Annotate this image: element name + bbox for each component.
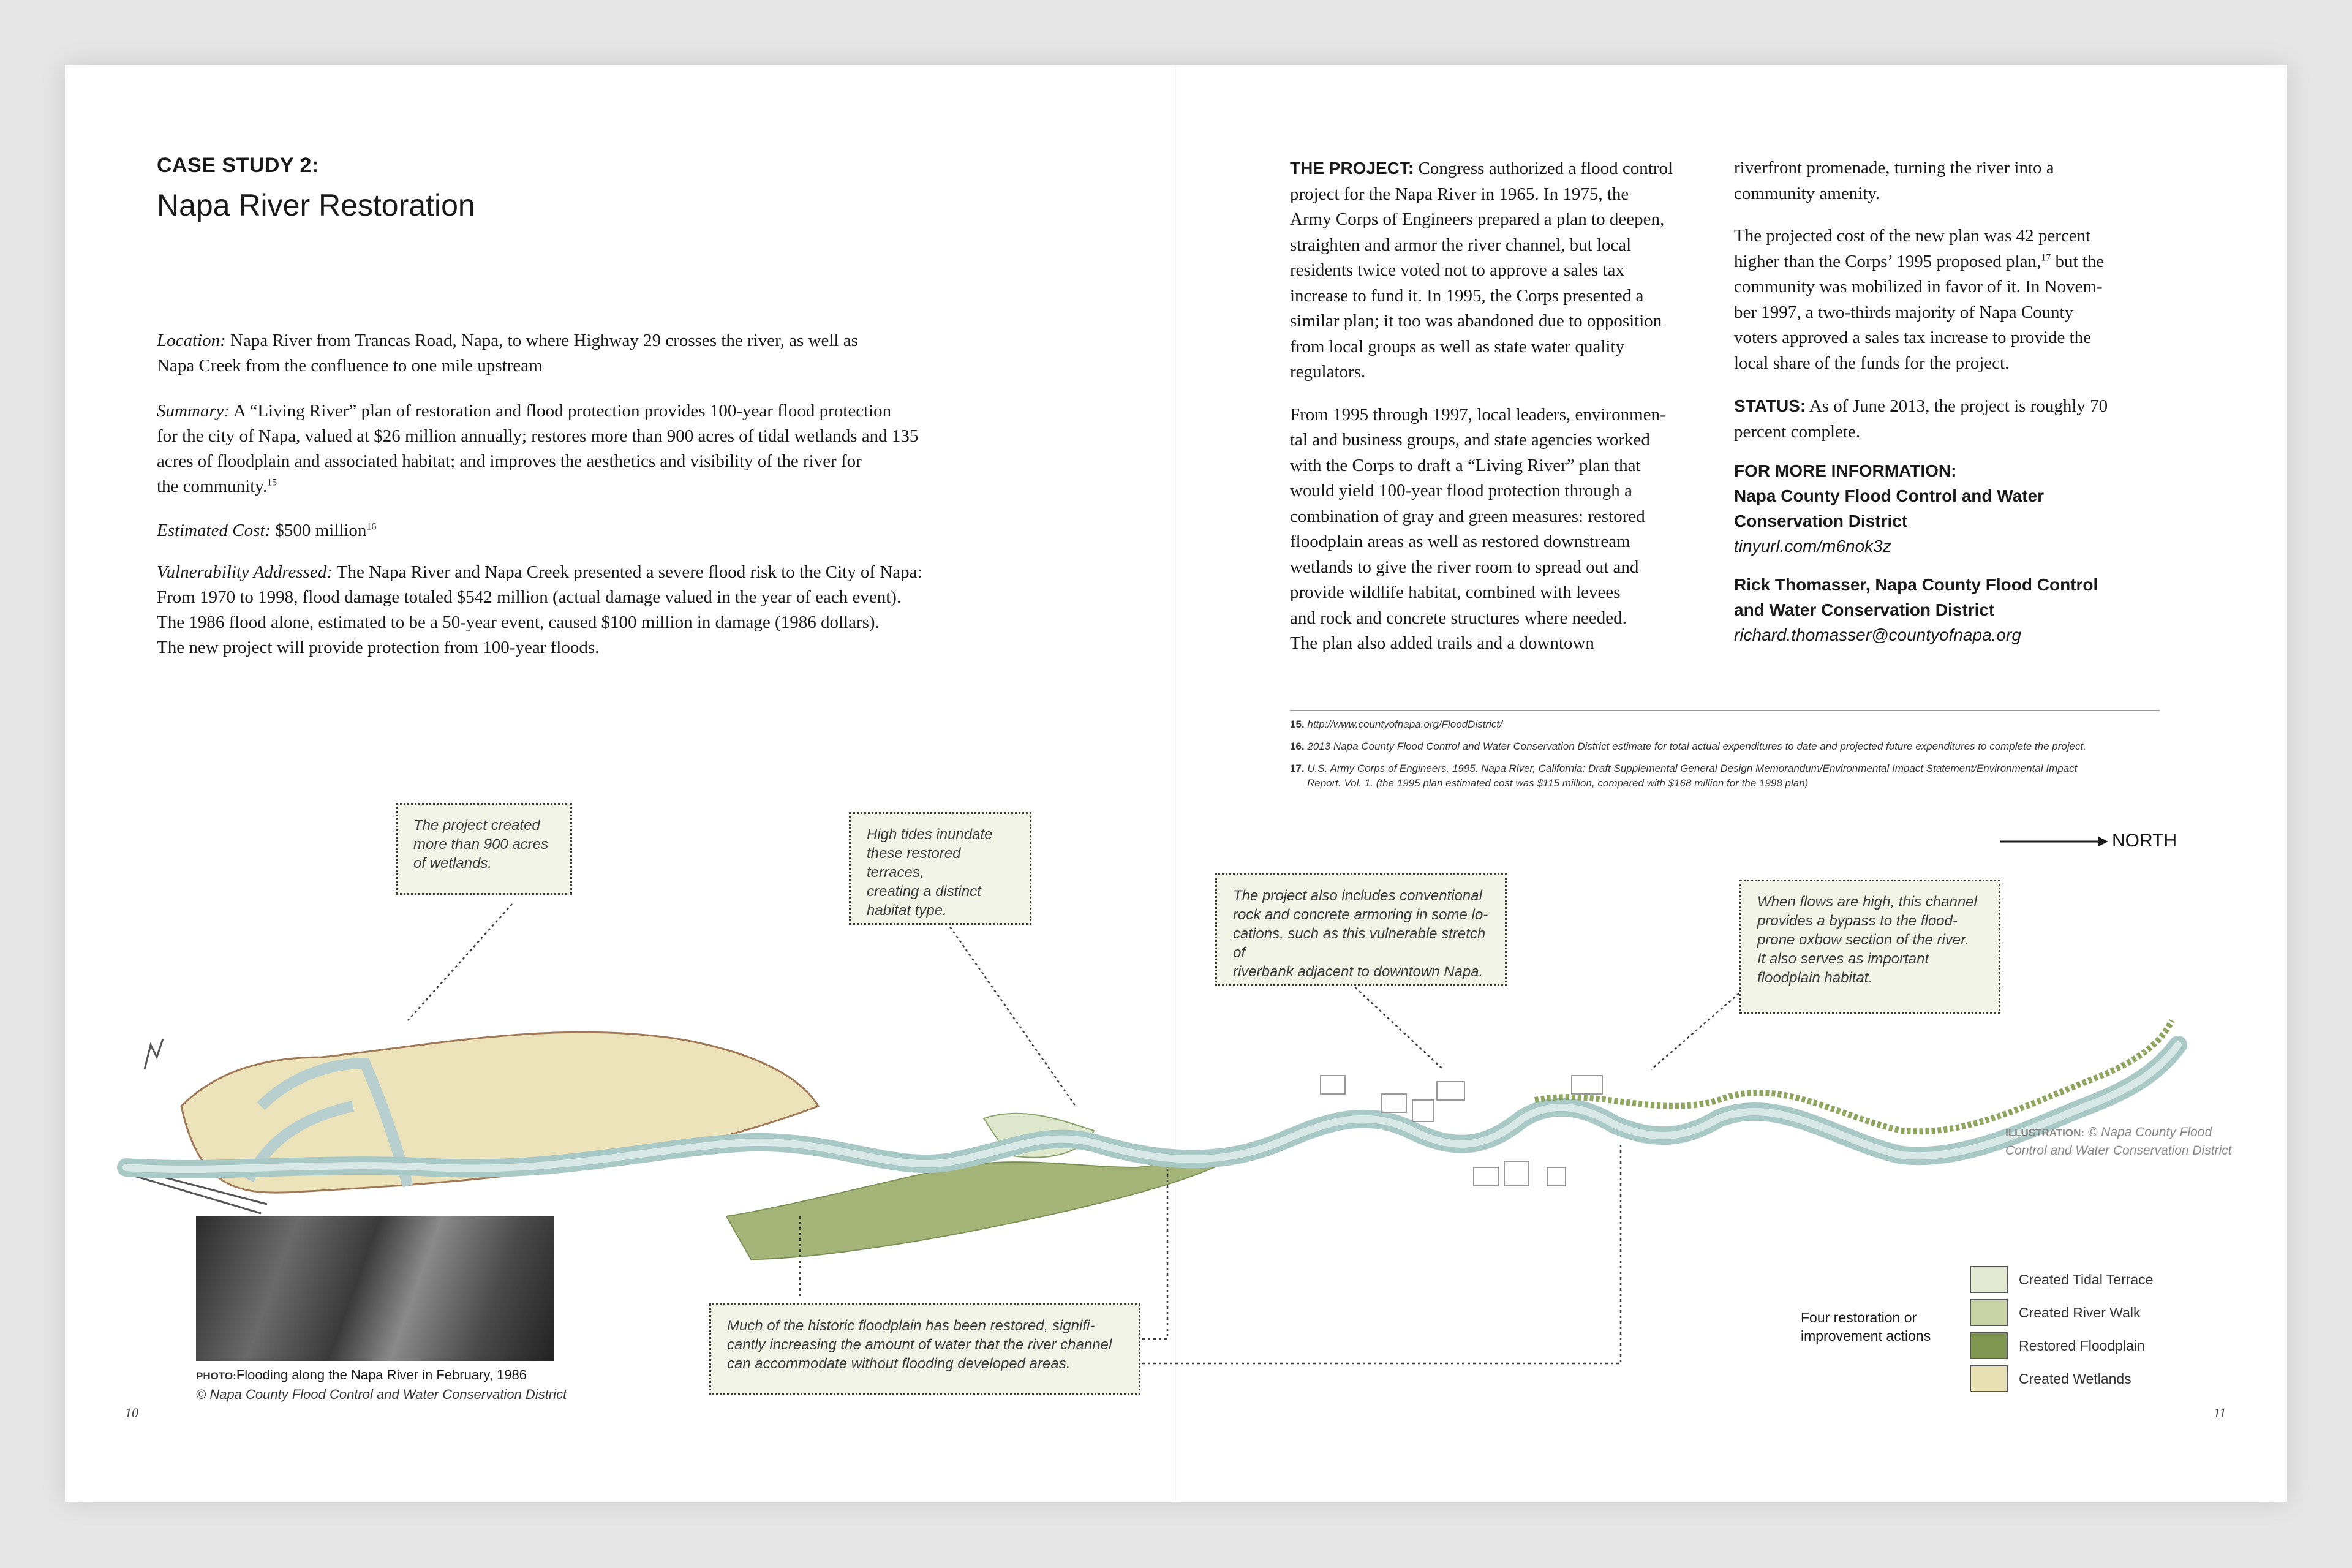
col2-line: ber 1997, a two-thirds majority of Napa County [1734,302,2074,322]
flood-photo [196,1216,554,1361]
col2-line: riverfront promenade, turning the river into a [1734,158,2054,178]
footnote-ref-17: 17 [2041,252,2051,263]
footnote-ref-16: 16 [366,521,377,532]
col2-line: but the [2055,251,2105,271]
location-label: Location: [157,331,226,350]
callout-line: The project created [413,817,540,834]
footnote-ref-15: 15 [267,477,277,488]
summary-text-2: for the city of Napa, valued at $26 million annually; restores more than 900 acres of tidal wetlands and 135 [157,426,919,446]
contact-org-2: Conservation District [1734,511,1908,530]
col1-line: project for the Napa River in 1965. In 1975, the [1290,184,1629,204]
callout-line: Much of the historic floodplain has been restored, signifi- [727,1317,1095,1334]
callout-line: riverbank adjacent to downtown Napa. [1233,963,1483,980]
vulnerability-label: Vulnerability Addressed: [157,562,333,582]
location-text-2: Napa Creek from the confluence to one mile upstream [157,356,543,375]
callout-armoring [1215,873,1507,986]
project-lead: THE PROJECT: [1290,159,1414,178]
illustration-credit [2005,1123,2250,1159]
case-study-label: CASE STUDY 2: [157,154,319,177]
callout-line: floodplain habitat. [1757,970,1873,986]
cost-label: Estimated Cost: [157,521,271,540]
col2-line: higher than the Corps’ 1995 proposed plan, [1734,251,2041,271]
north-label: NORTH [2112,831,2177,851]
summary-label: Summary: [157,401,230,421]
col1-line: similar plan; it too was abandoned due to opposition [1290,311,1662,331]
legend-item [1970,1329,2153,1362]
col1-line: would yield 100-year flood protection through a [1290,481,1632,500]
legend-label: Restored Floodplain [2019,1337,2145,1354]
callout-line: The project also includes conventional [1233,888,1482,904]
col1-line: residents twice voted not to approve a sales tax [1290,260,1625,280]
callout-line: rock and concrete armoring in some lo- [1233,907,1488,923]
callout-line: habitat type. [867,902,947,919]
legend-label: Created Wetlands [2019,1370,2132,1387]
col1-line: combination of gray and green measures: restored [1290,506,1645,526]
photo-caption-text: Flooding along the Napa River in February, 1986 [236,1367,527,1382]
col1-line: increase to fund it. In 1995, the Corps presented a [1290,285,1644,306]
col1-line: Army Corps of Engineers prepared a plan to deepen, [1290,209,1665,229]
col2-line: community was mobilized in favor of it. In Novem- [1734,277,2103,296]
summary-text-4: the community. [157,477,268,496]
vulnerability-text-2: From 1970 to 1998, flood damage totaled $542 million (actual damage valued in the year of each event). [157,587,902,607]
col2-line: voters approved a sales tax increase to provide the [1734,328,2092,347]
page-number-left: 10 [125,1405,138,1420]
col1-line: and rock and concrete structures where needed. [1290,608,1627,628]
illustration-credit-1: © Napa County Flood [2087,1125,2212,1139]
photo-credit: © Napa County Flood Control and Water Conservation District [196,1387,567,1402]
callout-line: these restored terraces, [867,845,961,881]
footnote-text: http://www.countyofnapa.org/FloodDistrict/ [1307,718,1502,730]
footnote-number: 15. [1290,718,1305,730]
contact-email[interactable]: richard.thomasser@countyofnapa.org [1734,625,2021,644]
callout-floodplain [709,1303,1140,1395]
legend-label: Created Tidal Terrace [2019,1271,2154,1287]
callout-line: creating a distinct [867,883,981,900]
col2-line: As of June 2013, the project is roughly 70 [1809,396,2108,416]
legend-title [1801,1308,1931,1345]
page-number-right: 11 [2214,1405,2226,1420]
callout-line: When flows are high, this channel [1757,894,1977,910]
callout-line: cantly increasing the amount of water that the river channel [727,1336,1112,1353]
col1-line: floodplain areas as well as restored downstream [1290,532,1630,551]
footnote-number: 17. [1290,763,1305,774]
col2-line: community amenity. [1734,183,1880,203]
callout-line: more than 900 acres [413,836,549,853]
page-title: Napa River Restoration [157,188,475,222]
contact-person-2: and Water Conservation District [1734,600,1995,619]
col1-line: provide wildlife habitat, combined with levees [1290,582,1621,602]
callout-line: High tides inundate [867,826,993,843]
col1-line: tal and business groups, and state agencies worked [1290,430,1650,450]
footnote-number: 16. [1290,741,1305,752]
col1-line: From 1995 through 1997, local leaders, environmen- [1290,404,1666,424]
col1-line: wetlands to give the river room to spread out and [1290,557,1639,577]
legend-item [1970,1296,2153,1329]
floodplain-swatch [1970,1332,2008,1359]
col1-line: with the Corps to draft a “Living River” plan that [1290,455,1641,475]
legend-label: Created River Walk [2019,1304,2141,1321]
location-text-1: Napa River from Trancas Road, Napa, to where Highway 29 crosses the river, as well as [230,331,858,350]
callout-wetlands [396,803,572,895]
legend-title-1: Four restoration or [1801,1310,1917,1325]
illustration-credit-2: Control and Water Conservation District [2005,1144,2232,1158]
callout-line: provides a bypass to the flood- [1757,913,1958,929]
vulnerability-text-1: The Napa River and Napa Creek presented a severe flood risk to the City of Napa: [336,562,922,582]
callout-line: can accommodate without flooding developed areas. [727,1355,1071,1372]
col1-line: regulators. [1290,362,1366,382]
downtown-grid [1321,1076,1602,1186]
footnote-text: Report. Vol. 1. (the 1995 plan estimated cost was $115 million, compared with $168 million for the 1998 plan) [1307,777,1809,789]
legend [1970,1263,2153,1395]
vulnerability-text-4: The new project will provide protection from 100-year floods. [157,638,600,657]
col1-line: Congress authorized a flood control [1418,159,1673,178]
north-arrow-icon [2000,837,2108,846]
callout-line: cations, such as this vulnerable stretch of [1233,925,1486,961]
legend-title-2: improvement actions [1801,1328,1931,1344]
more-info-heading: FOR MORE INFORMATION: [1734,461,1957,480]
callout-bypass-channel [1740,880,2000,1014]
contact-org-1: Napa County Flood Control and Water [1734,486,2045,505]
tidal-terrace-swatch [1970,1266,2008,1293]
col1-line: from local groups as well as state water quality [1290,336,1625,356]
legend-item [1970,1263,2153,1296]
wetlands-swatch [1970,1365,2008,1392]
callout-tidal-terraces [849,812,1031,925]
callout-line: prone oxbow section of the river. [1757,932,1969,948]
river-walk-swatch [1970,1299,2008,1326]
legend-item [1970,1362,2153,1395]
vulnerability-text-3: The 1986 flood alone, estimated to be a 50-year event, caused $100 million in damage (1986 dollars). [157,612,880,632]
illustration-label: ILLUSTRATION: [2005,1127,2085,1139]
photo-caption [196,1366,625,1404]
footnote-text: U.S. Army Corps of Engineers, 1995. Napa River, California: Draft Supplemental General Design Memorandum/Environmental Impact Statement/Environmental Impact [1307,763,2078,774]
contact-link[interactable]: tinyurl.com/m6nok3z [1734,537,1891,556]
col1-line: The plan also added trails and a downtown [1290,633,1594,653]
col1-line: straighten and armor the river channel, but local [1290,235,1632,255]
document-spread [65,65,2287,1502]
photo-caption-label: PHOTO: [196,1370,236,1382]
summary-text-1: A “Living River” plan of restoration and flood protection provides 100-year flood protection [233,401,892,421]
callout-line: It also serves as important [1757,951,1929,967]
footnote-text: 2013 Napa County Flood Control and Water Conservation District estimate for total actual expenditures to date and projected future expenditures to complete the project. [1307,741,2086,752]
summary-text-3: acres of floodplain and associated habitat; and improves the aesthetics and visibility of the river for [157,451,862,471]
col2-line: The projected cost of the new plan was 42 percent [1734,226,2091,246]
callout-line: of wetlands. [413,855,492,872]
col2-line: local share of the funds for the project. [1734,353,2010,373]
col2-line: percent complete. [1734,421,1861,442]
status-lead: STATUS: [1734,396,1806,415]
cost-value: $500 million [275,521,367,540]
contact-person-1: Rick Thomasser, Napa County Flood Control [1734,575,2098,594]
